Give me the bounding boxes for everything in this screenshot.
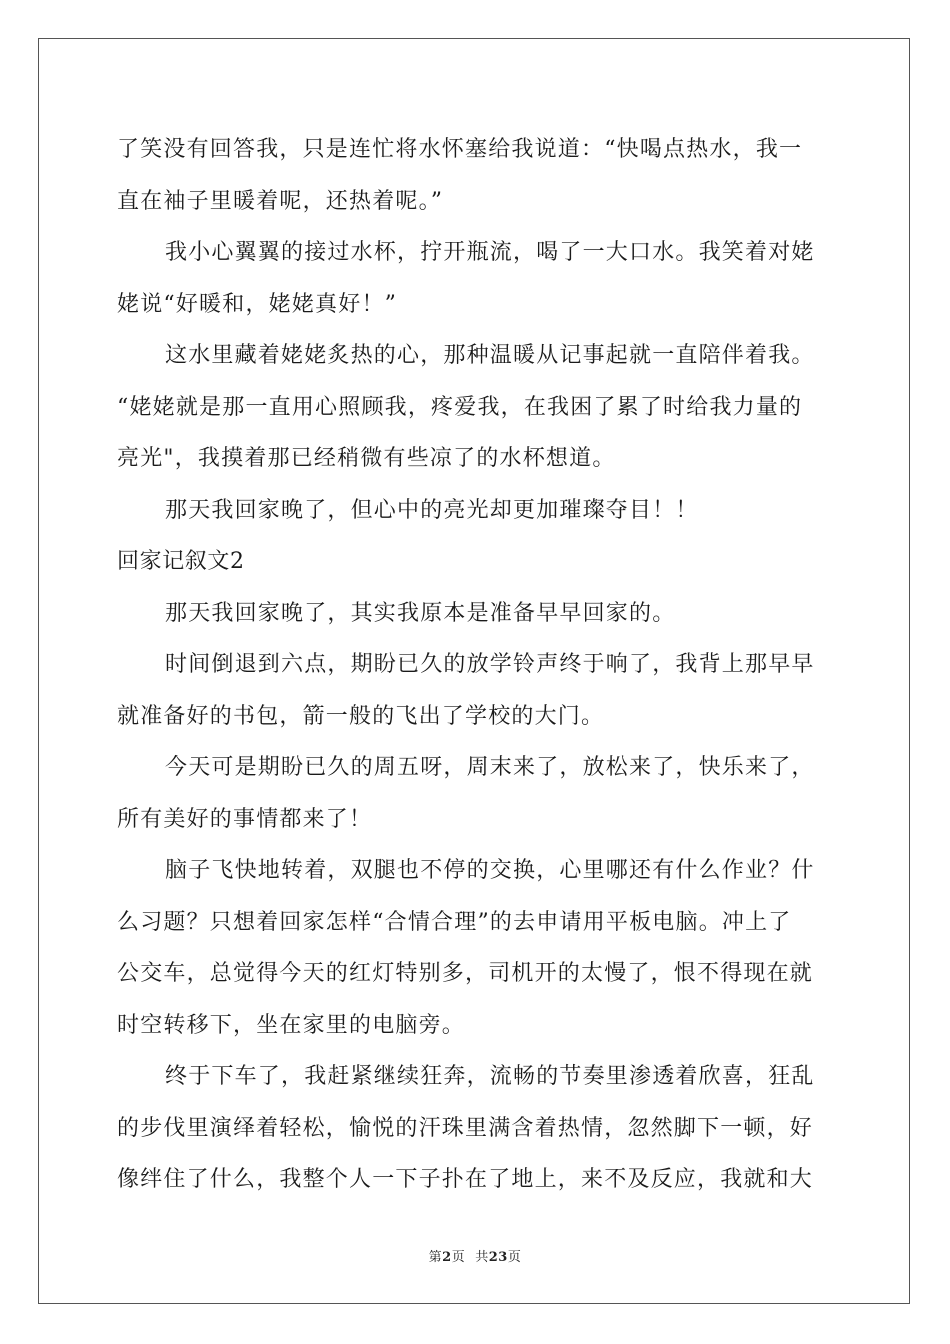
page-number: 2 (442, 1250, 452, 1265)
text-line: 姥说“好暖和，姥姥真好！” (117, 291, 398, 317)
paragraph-start: 终于下车了，我赶紧继续狂奔，流畅的节奏里渗透着欣喜，狂乱 (165, 1064, 815, 1089)
page-footer (0, 1246, 950, 1265)
text-line: 了笑没有回答我，只是连忙将水怀塞给我说道：“快喝点热水，我一 (117, 137, 803, 162)
document-body (117, 124, 833, 1206)
section-heading: 回家记叙文2 (117, 549, 245, 574)
paragraph-start: 这水里藏着姥姥炙热的心，那种温暖从记事起就一直陪伴着我。 (165, 343, 815, 368)
paragraph-start: 今天可是期盼已久的周五呀，周末来了，放松来了，快乐来了， (165, 755, 815, 780)
page-prefix: 第 (428, 1250, 443, 1265)
text-line: 公交车，总觉得今天的红灯特别多，司机开的太慢了，恨不得现在就 (117, 961, 814, 986)
text-line: 亮光"，我摸着那已经稍微有些凉了的水杯想道。 (117, 446, 616, 471)
text-line: “姥姥就是那一直用心照顾我，疼爱我，在我困了累了时给我力量的 (117, 394, 803, 420)
total-prefix: 共 (475, 1250, 489, 1265)
paragraph-start: 我小心翼翼的接过水杯，拧开瓶流，喝了一大口水。我笑着对姥 (165, 240, 815, 265)
total-suffix: 页 (507, 1250, 522, 1265)
paragraph-start: 那天我回家晚了，其实我原本是准备早早回家的。 (165, 600, 676, 626)
text-line: 所有美好的事情都来了！ (117, 806, 373, 832)
paragraph-start: 脑子飞快地转着，双腿也不停的交换，心里哪还有什么作业？什 (165, 858, 815, 883)
text-line: 就准备好的书包，箭一般的飞出了学校的大门。 (117, 703, 605, 729)
text-line: 直在袖子里暖着呢，还热着呢。” (117, 188, 444, 214)
paragraph-start: 时间倒退到六点，期盼已久的放学铃声终于响了，我背上那早早 (165, 652, 815, 677)
text-line: 时空转移下，坐在家里的电脑旁。 (117, 1012, 466, 1038)
total-pages: 23 (488, 1250, 508, 1265)
paragraph-start: 那天我回家晚了，但心中的亮光却更加璀璨夺目！！ (165, 497, 699, 523)
text-line: 的步伐里演绎着轻松，愉悦的汗珠里满含着热情，忽然脚下一顿，好 (117, 1115, 814, 1141)
text-line: 么习题？只想着回家怎样“合情合理”的去申请用平板电脑。冲上了 (117, 909, 792, 935)
page-suffix: 页 (451, 1250, 466, 1265)
text-line: 像绊住了什么，我整个人一下子扑在了地上，来不及反应，我就和大 (117, 1167, 814, 1192)
